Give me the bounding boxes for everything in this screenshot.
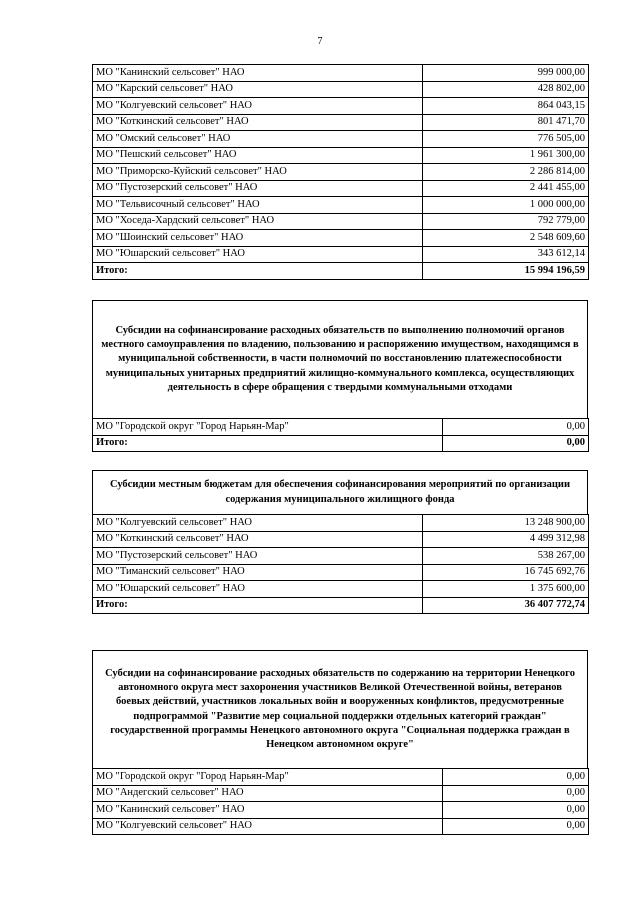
row-value: 16 745 692,76 xyxy=(423,564,589,581)
table-3 xyxy=(92,514,589,614)
row-value: 2 548 609,60 xyxy=(423,230,589,247)
section-3-title: Субсидии местным бюджетам для обеспечения софинансирования мероприятий по организации содержания муниципального жилищного фонда xyxy=(92,470,588,514)
row-name: МО "Андегский сельсовет" НАО xyxy=(93,785,443,802)
table-row xyxy=(93,515,589,532)
table-row xyxy=(93,65,589,82)
row-name: МО "Городской округ "Город Нарьян-Мар" xyxy=(93,769,443,786)
row-name: МО "Шоинский сельсовет" НАО xyxy=(93,230,423,247)
row-value: 1 375 600,00 xyxy=(423,581,589,598)
row-name: МО "Пустозерский сельсовет" НАО xyxy=(93,548,423,565)
row-name: МО "Колгуевский сельсовет" НАО xyxy=(93,98,423,115)
table-row xyxy=(93,197,589,214)
row-name: МО "Пешский сельсовет" НАО xyxy=(93,147,423,164)
section-4-title: Субсидии на софинансирование расходных обязательств по содержанию на территории Ненецкого автономного округа мест захоронения участников Великой Отечественной войны, ветеранов боевых действий, участников локальных войн и вооруженных конфликтов, предусмотренные подпрограммой "Развитие мер социальной поддержки отдельных категорий граждан" государственной программы Ненецкого автономного округа "Социальная поддержка граждан в Ненецком автономном округе" xyxy=(92,650,588,768)
table-row xyxy=(93,581,589,598)
row-value: 428 802,00 xyxy=(423,81,589,98)
row-name: МО "Колгуевский сельсовет" НАО xyxy=(93,818,443,835)
row-value: 2 441 455,00 xyxy=(423,180,589,197)
row-value: 1 000 000,00 xyxy=(423,197,589,214)
page-number: 7 xyxy=(317,36,323,47)
row-value: 792 779,00 xyxy=(423,213,589,230)
row-value: 0,00 xyxy=(443,769,589,786)
row-value: 0,00 xyxy=(443,802,589,819)
table-row xyxy=(93,785,589,802)
row-value: 0,00 xyxy=(443,818,589,835)
row-value: 1 961 300,00 xyxy=(423,147,589,164)
total-label: Итого: xyxy=(93,597,423,614)
row-name: МО "Пустозерский сельсовет" НАО xyxy=(93,180,423,197)
table-row xyxy=(93,818,589,835)
row-value: 4 499 312,98 xyxy=(423,531,589,548)
table-row xyxy=(93,131,589,148)
table-row xyxy=(93,98,589,115)
row-value: 999 000,00 xyxy=(423,65,589,82)
row-name: МО "Юшарский сельсовет" НАО xyxy=(93,581,423,598)
table-row xyxy=(93,769,589,786)
row-name: МО "Колгуевский сельсовет" НАО xyxy=(93,515,423,532)
total-label: Итого: xyxy=(93,263,423,280)
table-row xyxy=(93,246,589,263)
row-name: МО "Карский сельсовет" НАО xyxy=(93,81,423,98)
row-value: 776 505,00 xyxy=(423,131,589,148)
row-name: МО "Канинский сельсовет" НАО xyxy=(93,65,423,82)
table-row xyxy=(93,213,589,230)
row-value: 864 043,15 xyxy=(423,98,589,115)
total-row xyxy=(93,435,589,452)
total-label: Итого: xyxy=(93,435,443,452)
table-row xyxy=(93,802,589,819)
table-row xyxy=(93,81,589,98)
total-row xyxy=(93,597,589,614)
table-1 xyxy=(92,64,589,280)
row-value: 801 471,70 xyxy=(423,114,589,131)
row-name: МО "Тельвисочный сельсовет" НАО xyxy=(93,197,423,214)
row-name: МО "Городской округ "Город Нарьян-Мар" xyxy=(93,419,443,436)
row-name: МО "Канинский сельсовет" НАО xyxy=(93,802,443,819)
table-row xyxy=(93,180,589,197)
row-value: 0,00 xyxy=(443,419,589,436)
total-row xyxy=(93,263,589,280)
table-row xyxy=(93,564,589,581)
row-value: 2 286 814,00 xyxy=(423,164,589,181)
table-row xyxy=(93,164,589,181)
table-row xyxy=(93,548,589,565)
table-row xyxy=(93,147,589,164)
row-value: 0,00 xyxy=(443,785,589,802)
row-name: МО "Омский сельсовет" НАО xyxy=(93,131,423,148)
table-2 xyxy=(92,418,589,452)
table-row xyxy=(93,419,589,436)
table-row xyxy=(93,230,589,247)
row-name: МО "Юшарский сельсовет" НАО xyxy=(93,246,423,263)
table-4 xyxy=(92,768,589,835)
table-row xyxy=(93,531,589,548)
row-name: МО "Коткинский сельсовет" НАО xyxy=(93,114,423,131)
row-name: МО "Тиманский сельсовет" НАО xyxy=(93,564,423,581)
row-value: 13 248 900,00 xyxy=(423,515,589,532)
section-2-title: Субсидии на софинансирование расходных обязательств по выполнению полномочий органов местного самоуправления по владению, пользованию и распоряжению имуществом, находящимся в муниципальной собственности, в части полномочий по восстановлению платежеспособности муниципальных унитарных предприятий жилищно-коммунального комплекса, осуществляющих деятельность в сфере обращения с твердыми коммунальными отходами xyxy=(92,300,588,418)
table-row xyxy=(93,114,589,131)
row-value: 343 612,14 xyxy=(423,246,589,263)
total-value: 36 407 772,74 xyxy=(423,597,589,614)
row-name: МО "Хоседа-Хардский сельсовет" НАО xyxy=(93,213,423,230)
row-name: МО "Приморско-Куйский сельсовет" НАО xyxy=(93,164,423,181)
total-value: 15 994 196,59 xyxy=(423,263,589,280)
total-value: 0,00 xyxy=(443,435,589,452)
row-name: МО "Коткинский сельсовет" НАО xyxy=(93,531,423,548)
row-value: 538 267,00 xyxy=(423,548,589,565)
